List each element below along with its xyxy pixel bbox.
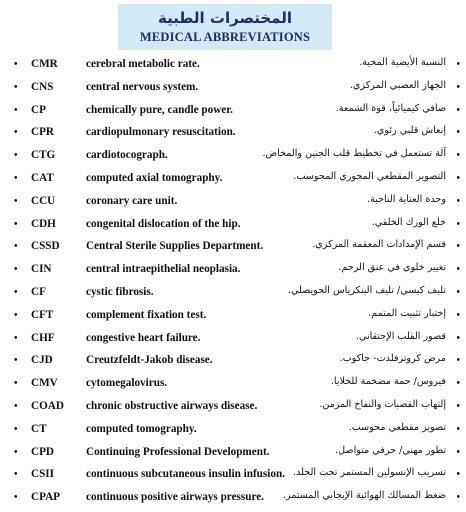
list-item — [0, 443, 466, 466]
list-item — [0, 146, 466, 169]
bullet-left: • — [14, 150, 18, 162]
list-item — [0, 329, 466, 352]
list-item — [0, 55, 466, 78]
bullet-right: • — [456, 104, 460, 116]
abbreviation: CF — [31, 285, 46, 298]
list-item — [0, 78, 466, 101]
abbreviation: CSSD — [31, 240, 60, 253]
arabic-translation: تطور مهني/ حرفي متواصل. — [335, 444, 446, 456]
arabic-translation: إلتهاب القصبات والنفاخ المزمن. — [319, 398, 446, 410]
bullet-right: • — [456, 81, 460, 93]
bullet-right: • — [456, 309, 460, 321]
list-item — [0, 488, 466, 511]
arabic-translation: قصور القلب الإحتقاني. — [355, 330, 446, 342]
abbreviation: CIN — [31, 263, 52, 276]
bullet-right: • — [456, 127, 460, 139]
arabic-translation: النسبة الأيضية المخية. — [359, 57, 446, 68]
abbreviation: CFT — [31, 308, 54, 321]
abbreviation: CJD — [31, 354, 53, 367]
definition: Central Sterile Supplies Department. — [86, 240, 264, 253]
definition: cardiotocograph. — [86, 149, 168, 162]
abbreviation: CTG — [31, 149, 56, 162]
definition: cerebral metabolic rate. — [86, 58, 200, 70]
definition: central nervous system. — [86, 80, 199, 93]
bullet-left: • — [14, 218, 18, 230]
bullet-left: • — [14, 286, 18, 298]
list-item — [0, 283, 466, 306]
bullet-left: • — [14, 378, 18, 390]
bullet-left: • — [14, 400, 18, 412]
arabic-translation: تصوير مقطعي محوسب. — [348, 421, 446, 433]
bullet-right: • — [456, 423, 460, 435]
abbreviation: CCU — [31, 194, 56, 207]
abbreviation: CAT — [31, 171, 54, 184]
bullet-left: • — [14, 469, 18, 481]
definition: coronary care unit. — [86, 194, 178, 207]
arabic-translation: خلع الورك الخلقي. — [371, 216, 446, 228]
list-item — [0, 420, 466, 443]
bullet-right: • — [456, 400, 460, 412]
list-item — [0, 101, 466, 124]
title-english: MEDICAL ABBREVIATIONS — [139, 30, 311, 44]
definition: congenital dislocation of the hip. — [86, 217, 241, 230]
definition: Continuing Professional Development. — [86, 445, 270, 458]
definition: cardiopulmonary resuscitation. — [86, 126, 236, 139]
definition: central intraepithelial neoplasia. — [86, 263, 241, 276]
definition: continuous subcutaneous insulin infusion. — [86, 468, 285, 481]
arabic-translation: وحدة العناية التاجية. — [367, 193, 446, 205]
bullet-right: • — [456, 150, 460, 162]
definition: computed tomography. — [86, 422, 197, 435]
abbreviation: COAD — [31, 399, 64, 412]
arabic-translation: تغيير خلوي في عنق الرحم. — [338, 262, 446, 274]
bullet-right: • — [456, 378, 460, 390]
list-item — [0, 237, 466, 260]
arabic-translation: ضغط المسالك الهوائية الإيجابي المستمر. — [282, 490, 446, 502]
list-item — [0, 306, 466, 329]
bullet-left: • — [14, 423, 18, 435]
bullet-right: • — [456, 469, 460, 481]
abbreviation: CMR — [31, 58, 58, 70]
arabic-translation: آلة تستعمل في تخطيط قلب الجنين والمخاض. — [262, 148, 446, 160]
abbreviation: CPD — [31, 445, 54, 458]
definition: cystic fibrosis. — [86, 285, 154, 298]
bullet-left: • — [14, 264, 18, 276]
bullet-left: • — [14, 332, 18, 344]
list-item — [0, 260, 466, 283]
title-arabic: المختصرات الطبية — [157, 9, 293, 27]
definition: congestive heart failure. — [86, 331, 201, 344]
bullet-left: • — [14, 446, 18, 458]
abbreviation: CSII — [31, 468, 55, 481]
bullet-right: • — [456, 264, 460, 276]
abbreviation: CPR — [31, 126, 54, 139]
bullet-left: • — [14, 81, 18, 93]
bullet-right: • — [456, 59, 460, 70]
definition: cytomegalovirus. — [86, 377, 168, 390]
definition: chronic obstructive airways disease. — [86, 399, 258, 412]
arabic-translation: قسم الإمدادات المعقمة المركزي. — [312, 239, 446, 251]
abbreviation: CP — [31, 103, 46, 116]
list-item — [0, 351, 466, 374]
arabic-translation: تسريب الإنسولين المستمر تحت الجلد. — [292, 467, 446, 479]
list-item — [0, 192, 466, 215]
bullet-left: • — [14, 104, 18, 116]
list-item — [0, 374, 466, 397]
bullet-right: • — [456, 492, 460, 504]
list-item — [0, 123, 466, 146]
arabic-translation: تليف كيسي/ تليف البنكرياس الحويصلي. — [287, 284, 446, 296]
arabic-translation: الجهاز العصبي المركزي. — [349, 79, 446, 91]
definition: complement fixation test. — [86, 308, 207, 321]
abbreviation: CDH — [31, 217, 56, 230]
arabic-translation: فيروس/ حمة مضخمة للخلايا. — [330, 376, 446, 388]
abbreviation: CMV — [31, 377, 58, 390]
bullet-right: • — [456, 355, 460, 367]
abbreviation-list — [0, 55, 466, 511]
bullet-right: • — [456, 286, 460, 298]
arabic-translation: صافي كيميائياً، قوة الشمعة. — [335, 102, 446, 114]
list-item — [0, 169, 466, 192]
bullet-left: • — [14, 309, 18, 321]
definition: computed axial tomography. — [86, 171, 223, 184]
arabic-translation: التصوير المقطعي المحوري المحوسب. — [293, 170, 446, 182]
bullet-right: • — [456, 195, 460, 207]
bullet-left: • — [14, 127, 18, 139]
bullet-right: • — [456, 172, 460, 184]
bullet-right: • — [456, 241, 460, 253]
definition: chemically pure, candle power. — [86, 103, 233, 116]
abbreviation: CPAP — [31, 491, 60, 504]
bullet-left: • — [14, 492, 18, 504]
list-item — [0, 397, 466, 420]
abbreviation: CT — [31, 422, 47, 435]
bullet-left: • — [14, 59, 18, 70]
arabic-translation: إختبار تثبيت المتمم. — [368, 307, 446, 319]
bullet-right: • — [456, 332, 460, 344]
bullet-left: • — [14, 172, 18, 184]
definition: continuous positive airways pressure. — [86, 491, 264, 504]
bullet-right: • — [456, 446, 460, 458]
bullet-left: • — [14, 355, 18, 367]
arabic-translation: مرض كروتزفلدت- جاكوب. — [339, 353, 446, 365]
bullet-left: • — [14, 241, 18, 253]
title-banner — [118, 4, 332, 50]
abbreviation: CNS — [31, 80, 54, 93]
bullet-left: • — [14, 195, 18, 207]
definition: Creutzfeldt-Jakob disease. — [86, 354, 213, 367]
list-item — [0, 215, 466, 238]
list-item — [0, 465, 466, 488]
arabic-translation: إنعاش قلبي رئوي. — [373, 125, 446, 137]
bullet-right: • — [456, 218, 460, 230]
abbreviation: CHF — [31, 331, 55, 344]
